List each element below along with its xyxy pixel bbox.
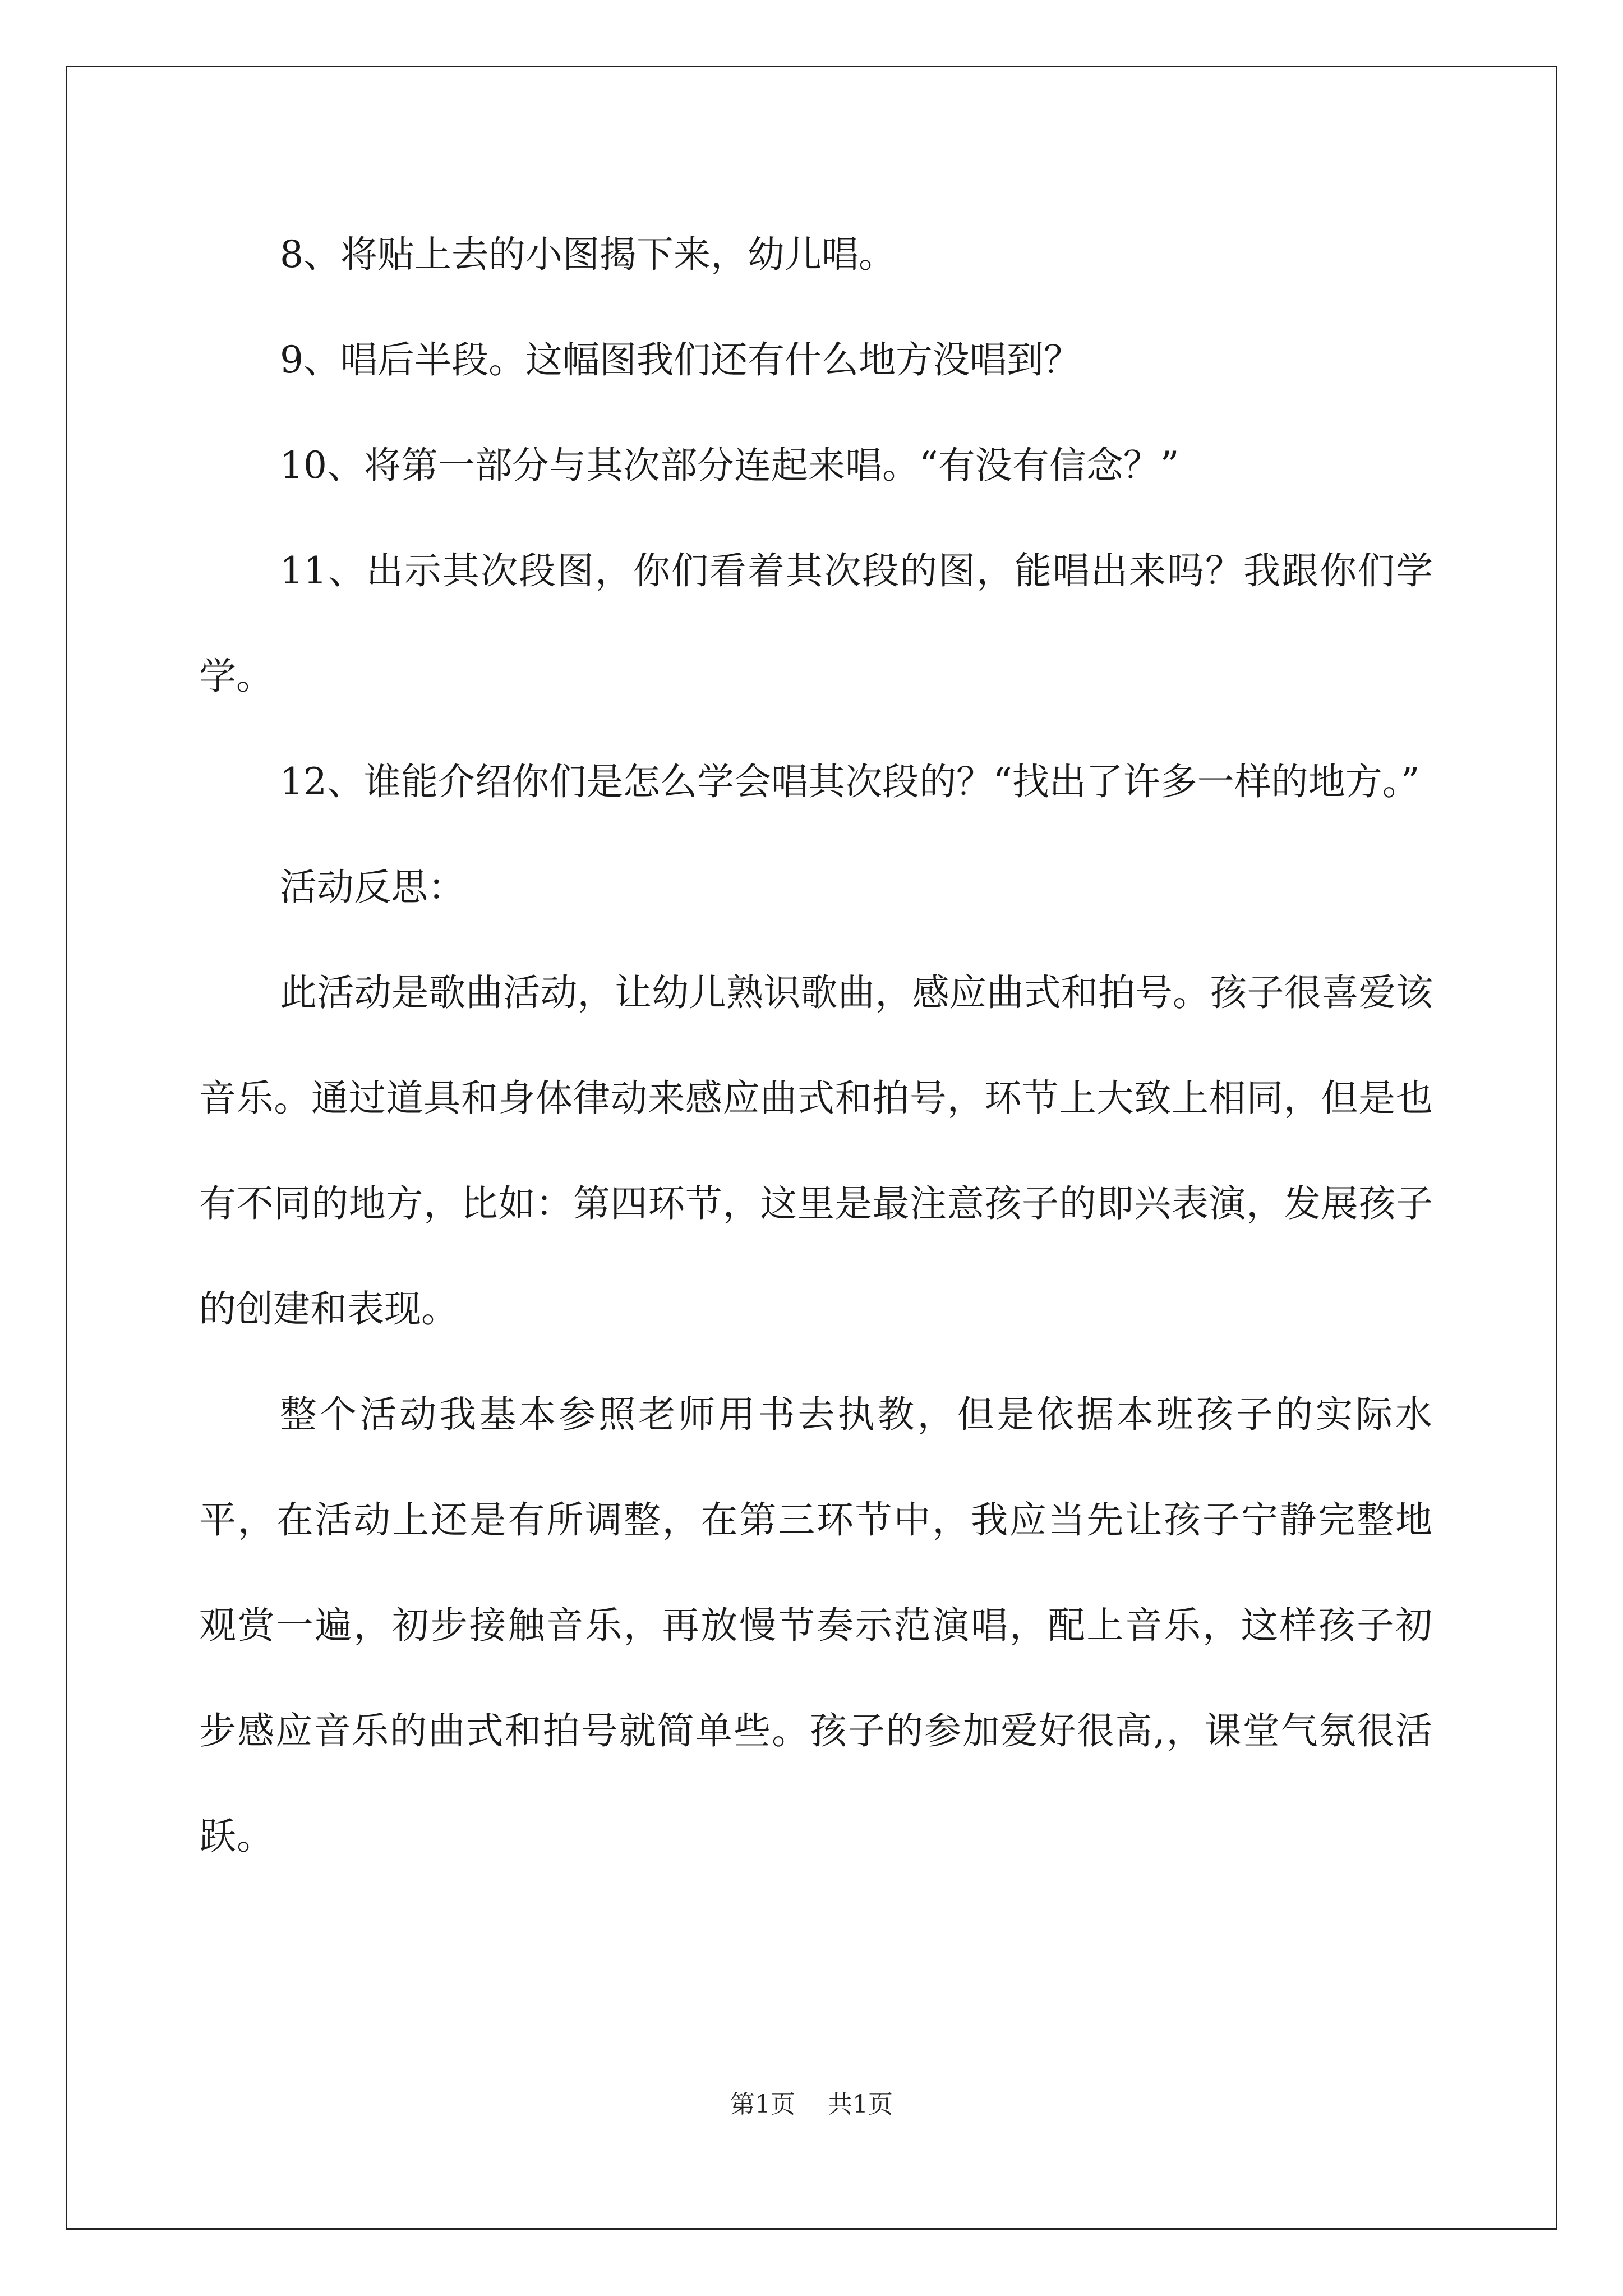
page-footer bbox=[0, 2088, 1623, 2122]
step-11-paragraph: 11、出示其次段图，你们看着其次段的图，能唱出来吗？我跟你们学学。 bbox=[199, 549, 1433, 698]
reflection-paragraph-2: 整个活动我基本参照老师用书去执教，但是依据本班孩子的实际水平，在活动上还是有所调整，在第三环节中，我应当先让孩子宁静完整地观赏一遍，初步接触音乐，再放慢节奏示范演唱，配上音乐，这样孩子初步感应音乐的曲式和拍号就简单些。孩子的参加爱好很高,，课堂气氛很活跃。 bbox=[199, 1393, 1433, 1858]
reflection-heading: 活动反思： bbox=[280, 866, 465, 909]
step-9-paragraph: 9、唱后半段。这幅图我们还有什么地方没唱到？ bbox=[280, 338, 1081, 381]
step-10-paragraph: 10、将第一部分与其次部分连起来唱。“有没有信念？” bbox=[280, 444, 1179, 487]
page-number: 第1页 bbox=[730, 2090, 795, 2119]
document-body bbox=[199, 202, 1433, 1889]
reflection-paragraph-1: 此活动是歌曲活动，让幼儿熟识歌曲，感应曲式和拍号。孩子很喜爱该音乐。通过道具和身体律动来感应曲式和拍号，环节上大致上相同，但是也有不同的地方，比如：第四环节，这里是最注意孩子的即兴表演，发展孩子的创建和表现。 bbox=[199, 971, 1433, 1331]
page-total: 共1页 bbox=[828, 2090, 893, 2119]
step-8-paragraph: 8、将贴上去的小图揭下来，幼儿唱。 bbox=[280, 233, 896, 276]
step-12-paragraph: 12、谁能介绍你们是怎么学会唱其次段的？“找出了许多一样的地方。” bbox=[280, 760, 1420, 803]
